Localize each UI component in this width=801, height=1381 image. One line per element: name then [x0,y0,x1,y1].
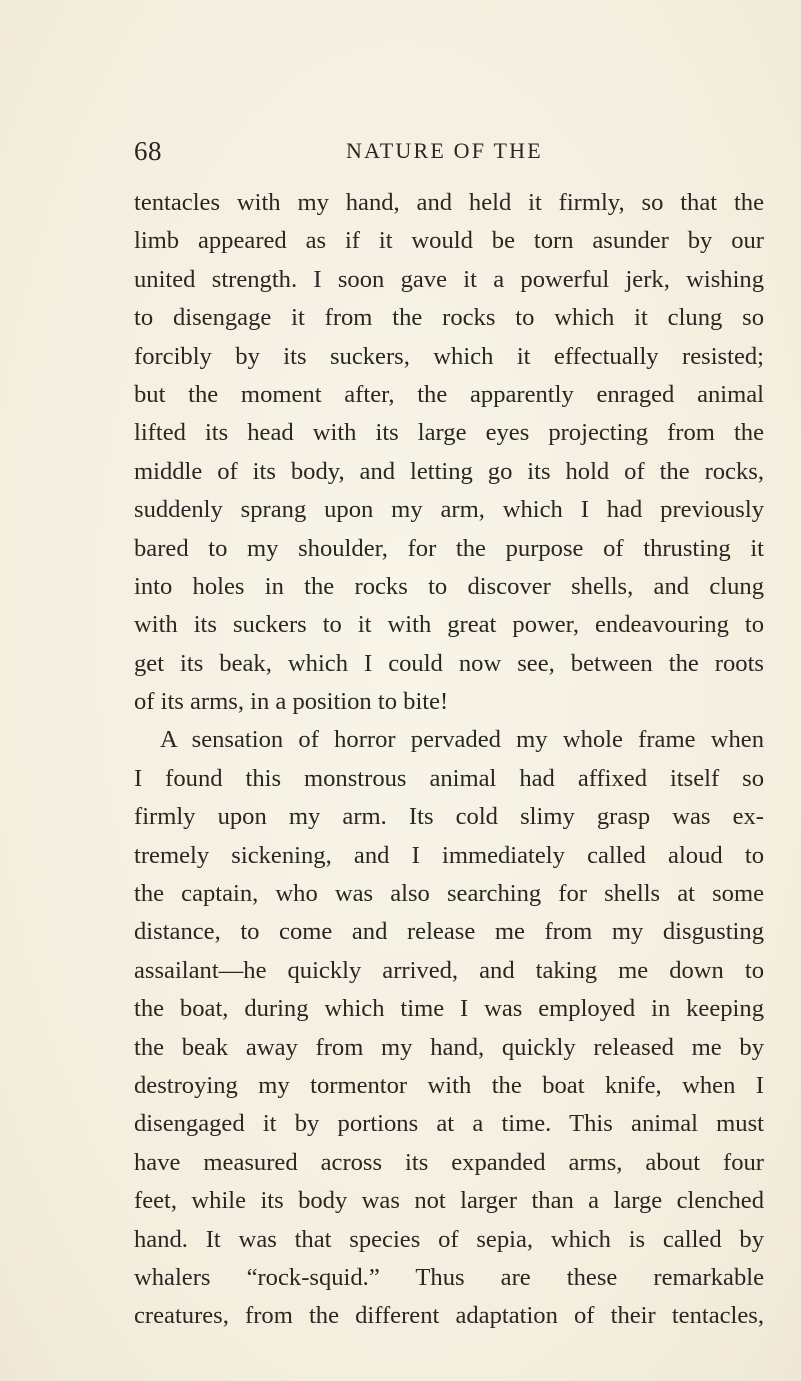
text-line: united strength. I soon gave it a powerful jerk, wishing [134,265,764,293]
text-line: lifted its head with its large eyes projecting from the [134,419,764,447]
running-title: NATURE OF THE [346,138,543,163]
text-line: hand. It was that species of sepia, which is called by [134,1225,764,1253]
text-line: the boat, during which time I was employed in keeping [134,995,764,1023]
text-line: bared to my shoulder, for the purpose of thrusting it [134,534,764,562]
text-line: assailant—he quickly arrived, and taking me down to [134,956,764,984]
text-line: the beak away from my hand, quickly released me by [134,1033,764,1061]
text-line: tentacles with my hand, and held it firmly, so that the [134,189,764,216]
text-line: with its suckers to it with great power, endeavouring to [134,611,764,639]
body-text [134,184,764,1336]
text-line: have measured across its expanded arms, about four [134,1148,764,1176]
text-line: feet, while its body was not larger than a large clenched [134,1187,764,1215]
text-line: firmly upon my arm. Its cold slimy grasp was ex- [134,803,764,831]
text-line: to disengage it from the rocks to which it clung so [134,304,764,332]
text-line: limb appeared as if it would be torn asunder by our [134,227,764,255]
text-line: into holes in the rocks to discover shells, and clung [134,572,764,600]
text-line: forcibly by its suckers, which it effectually resisted; [134,342,764,370]
text-line: whalers “rock-squid.” Thus are these remarkable [134,1263,764,1291]
paragraph-start-line: A sensation of horror pervaded my whole frame when [160,726,764,754]
paragraph-end-line: of its arms, in a position to bite! [134,688,449,716]
text-line: but the moment after, the apparently enraged animal [134,380,764,408]
text-line: tremely sickening, and I immediately called aloud to [134,841,764,869]
running-head [134,136,772,176]
text-line: suddenly sprang upon my arm, which I had previously [134,496,764,524]
text-line: disengaged it by portions at a time. This animal must [134,1110,764,1138]
text-line: destroying my tormentor with the boat knife, when I [134,1071,764,1099]
text-line: get its beak, which I could now see, between the roots [134,649,764,677]
page-number: 68 [134,136,162,166]
text-line: I found this monstrous animal had affixed itself so [134,764,764,792]
text-line: the captain, who was also searching for shells at some [134,880,764,908]
text-line: creatures, from the different adaptation of their tentacles, [134,1302,764,1330]
text-line: middle of its body, and letting go its hold of the rocks, [134,457,764,485]
text-line: distance, to come and release me from my disgusting [134,918,764,946]
